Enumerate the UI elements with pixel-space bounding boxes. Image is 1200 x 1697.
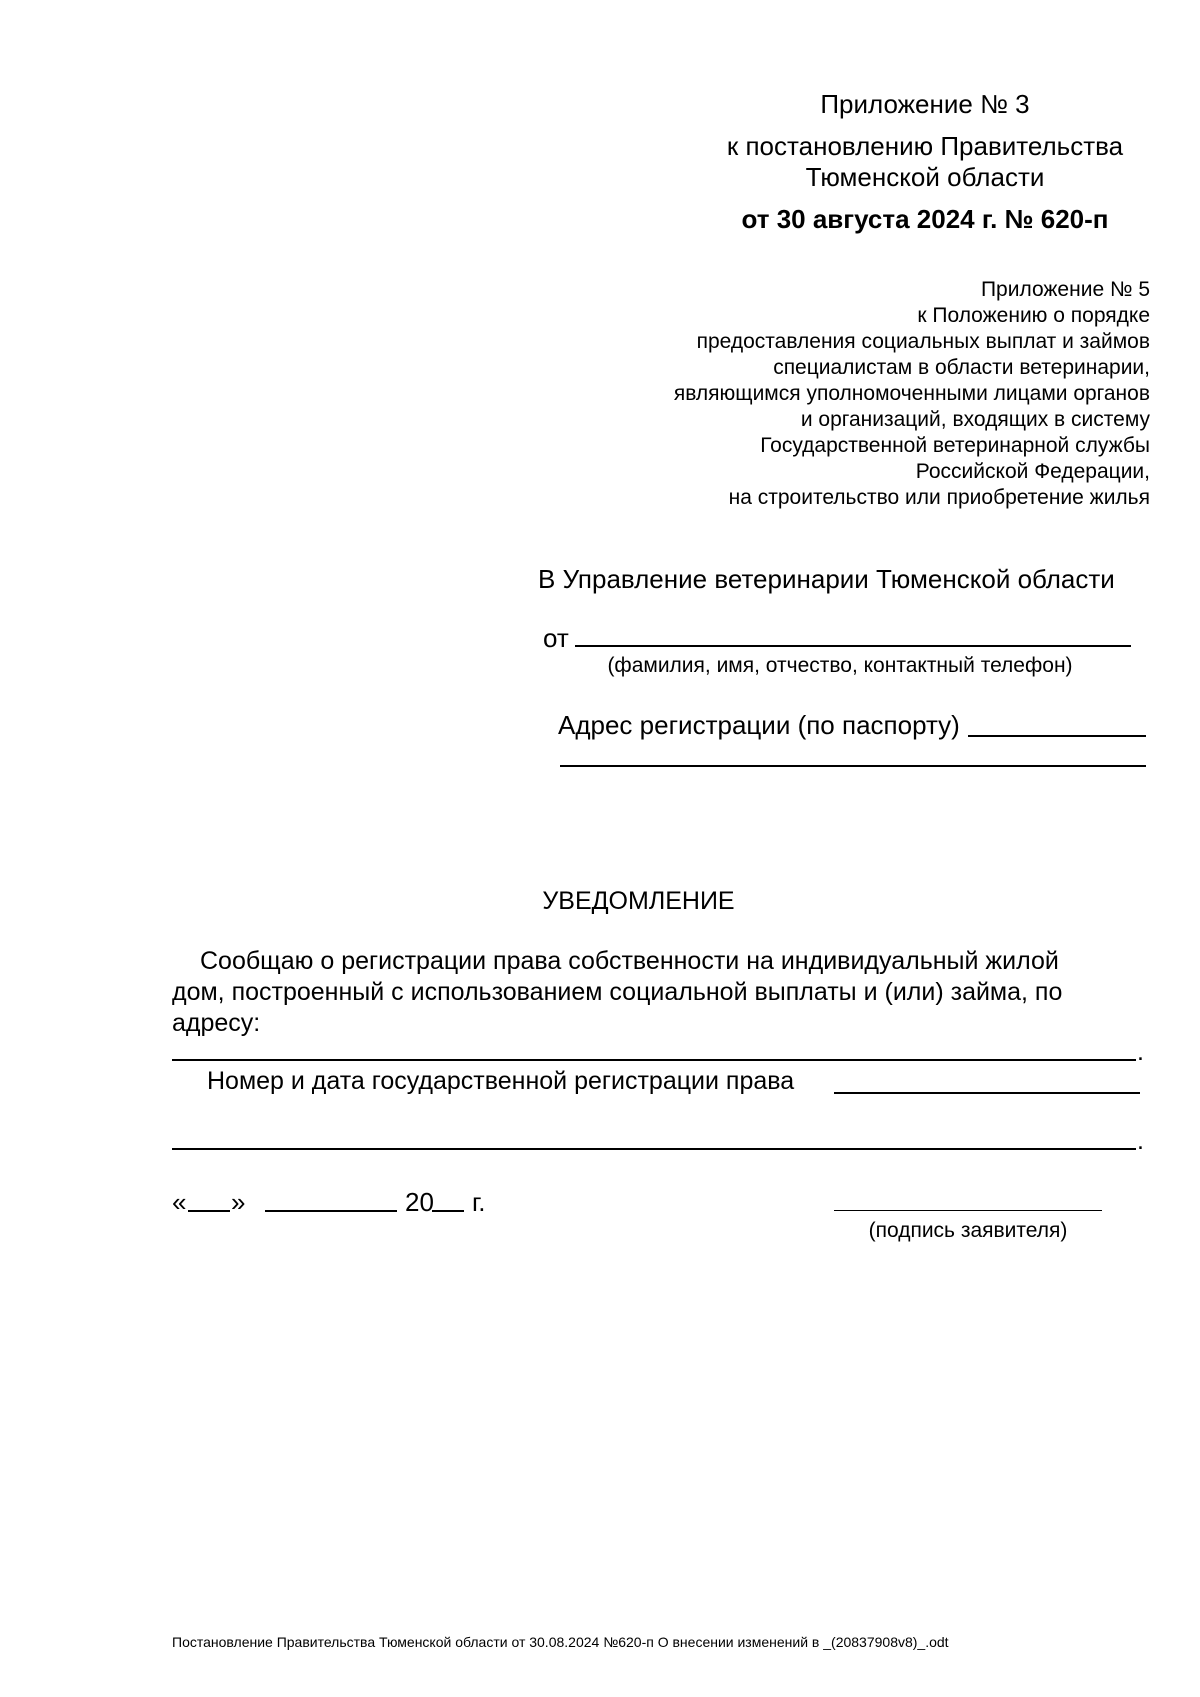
signature-hint: (подпись заявителя) (868, 1219, 1068, 1242)
registration-fill-line-2[interactable] (172, 1148, 1136, 1150)
notice-body-line3: адресу: (172, 1009, 261, 1037)
addressee-to: В Управление ветеринарии Тюменской области (538, 564, 1115, 594)
appendix-number: Приложение № 3 (820, 89, 1030, 119)
period-mark: . (1137, 1127, 1144, 1155)
sub-appendix-line: Приложение № 5 (980, 278, 1150, 301)
from-fill-line[interactable] (575, 645, 1131, 647)
resolution-date: от 30 августа 2024 г. № 620-п (741, 204, 1109, 234)
registration-label: Номер и дата государственной регистрации права (207, 1067, 795, 1095)
resolution-reference-line2: Тюменской области (805, 162, 1045, 192)
notice-title: УВЕДОМЛЕНИЕ (542, 887, 735, 915)
signature-line[interactable] (834, 1210, 1102, 1211)
sub-appendix-line: к Положению о порядке (917, 304, 1150, 327)
address-fill-line-2[interactable] (560, 765, 1146, 767)
notice-body-line2: дом, построенный с использованием социальной выплаты и (или) займа, по (172, 978, 1063, 1006)
sub-appendix-line: и организаций, входящих в систему (800, 408, 1150, 431)
date-year-line[interactable] (432, 1210, 464, 1212)
address-fill-line-3[interactable] (172, 1059, 1136, 1061)
sub-appendix-line: Российской Федерации, (915, 460, 1150, 483)
period-mark: . (1137, 1038, 1144, 1066)
address-label: Адрес регистрации (по паспорту) (558, 710, 960, 740)
footer-text: Постановление Правительства Тюменской области от 30.08.2024 №620-п О внесении изменений в _(20837908v8)_.odt (172, 1634, 949, 1650)
date-month-line[interactable] (265, 1210, 397, 1212)
notice-body-line1: Сообщаю о регистрации права собственности на индивидуальный жилой (200, 947, 1059, 975)
date-quote-open: « (172, 1187, 187, 1217)
sub-appendix-line: на строительство или приобретение жилья (728, 486, 1150, 509)
sub-appendix-line: предоставления социальных выплат и займов (696, 330, 1150, 353)
date-quote-close: » (231, 1187, 246, 1217)
sub-appendix-line: специалистам в области ветеринарии, (773, 356, 1150, 379)
sub-appendix-line: Государственной ветеринарной службы (760, 434, 1150, 457)
resolution-reference-line1: к постановлению Правительства (726, 131, 1124, 161)
from-hint: (фамилия, имя, отчество, контактный телефон) (607, 654, 1073, 677)
date-day-line[interactable] (188, 1210, 230, 1212)
date-year-suffix: г. (472, 1187, 486, 1217)
address-fill-line-1[interactable] (968, 735, 1146, 737)
sub-appendix-line: являющимся уполномоченными лицами органов (673, 382, 1150, 405)
registration-fill-line-1[interactable] (834, 1092, 1140, 1094)
from-label: от (543, 623, 569, 653)
date-year-prefix: 20 (405, 1187, 434, 1217)
